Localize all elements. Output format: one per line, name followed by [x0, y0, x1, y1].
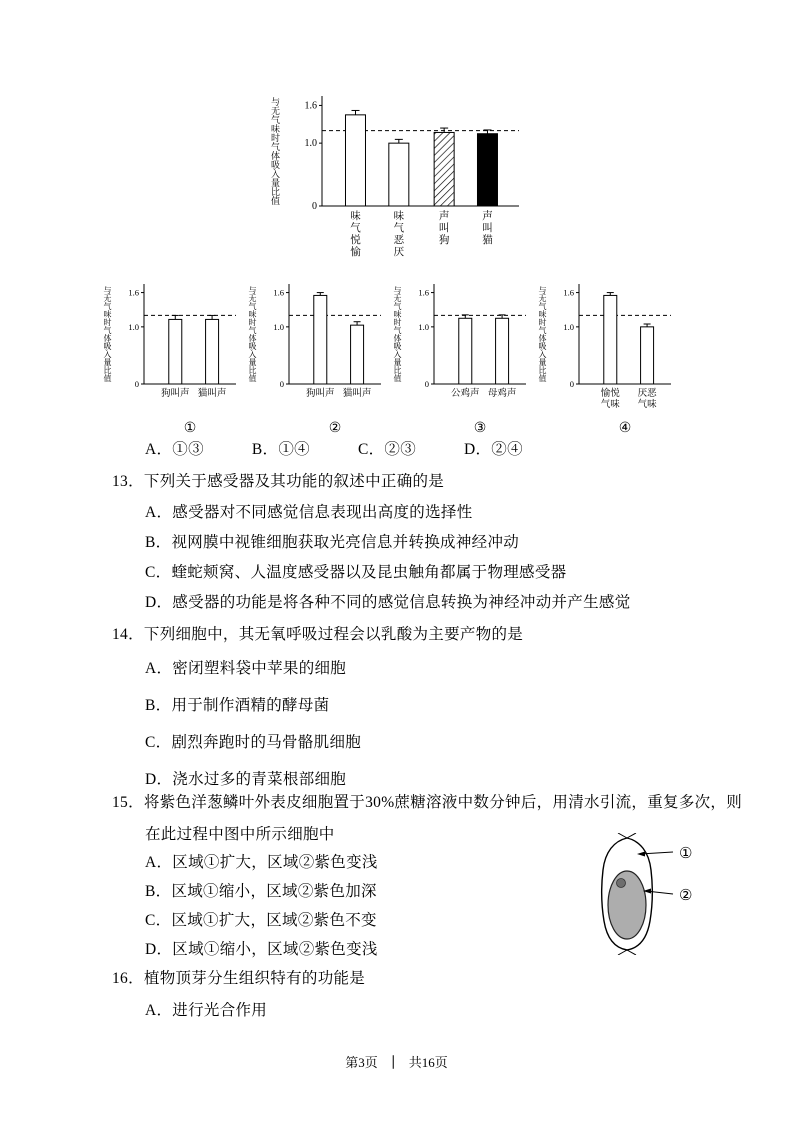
- sub-chart-1-plot: [114, 278, 244, 418]
- svg-text:狗: 狗: [438, 235, 450, 246]
- question-13-option-d: D．感受器的功能是将各种不同的感觉信息转换为神经冲动并产生感觉: [145, 594, 631, 611]
- svg-text:猫叫声: 猫叫声: [197, 389, 227, 399]
- svg-text:猫: 猫: [482, 235, 493, 246]
- diagram-label-1: ①: [679, 846, 693, 862]
- svg-text:0: 0: [134, 379, 139, 389]
- svg-text:1.0: 1.0: [563, 321, 574, 332]
- svg-text:味: 味: [393, 211, 405, 222]
- svg-text:愉: 愉: [350, 247, 361, 258]
- sub-chart-4-tag: ④: [618, 421, 632, 436]
- question-16-stem: 16．植物顶芽分生组织特有的功能是: [112, 970, 366, 987]
- svg-text:1.0: 1.0: [418, 321, 429, 332]
- question-15-option-d: D．区域①缩小，区域②紫色变浅: [145, 941, 378, 958]
- svg-text:狗叫声: 狗叫声: [161, 389, 190, 399]
- sub-chart-4-plot: [549, 278, 679, 418]
- svg-text:叫: 叫: [438, 223, 450, 234]
- sub-chart-2-tag: ②: [328, 421, 342, 436]
- diagram-label-2: ②: [679, 888, 693, 904]
- svg-text:声: 声: [438, 211, 450, 222]
- svg-text:气味: 气味: [600, 400, 620, 410]
- footer-page-number: 第3页: [345, 1055, 378, 1070]
- svg-text:1.0: 1.0: [273, 321, 284, 332]
- question-14-stem: 14．下列细胞中，其无氧呼吸过程会以乳酸为主要产物的是: [112, 626, 524, 643]
- question-13-option-b: B．视网膜中视锥细胞获取光亮信息并转换成神经冲动: [145, 534, 520, 551]
- answer-choice-d: D．②④: [464, 441, 523, 458]
- sub-chart-1: [101, 278, 244, 437]
- sub-chart-3: [391, 278, 534, 437]
- svg-text:叫: 叫: [482, 223, 493, 234]
- svg-text:气味: 气味: [637, 400, 657, 410]
- svg-text:厌: 厌: [393, 247, 405, 258]
- svg-text:声: 声: [482, 211, 493, 222]
- svg-text:0: 0: [424, 379, 429, 389]
- svg-text:1.6: 1.6: [304, 100, 317, 112]
- question-15-option-c: C．区域①扩大，区域②紫色不变: [145, 912, 377, 929]
- svg-text:愉悦: 愉悦: [600, 389, 620, 399]
- svg-text:公鸡声: 公鸡声: [451, 389, 480, 399]
- main-chart-y-axis-label: 与无气味时气体吸入量比值: [270, 97, 280, 205]
- footer-separator: ｜: [386, 1055, 400, 1070]
- svg-text:母鸡声: 母鸡声: [487, 389, 517, 399]
- question-15-option-b: B．区域①缩小，区域②紫色加深: [145, 883, 377, 900]
- svg-text:0: 0: [279, 379, 284, 389]
- answer-choice-c: C．②③: [357, 441, 416, 458]
- svg-text:悦: 悦: [350, 235, 361, 246]
- svg-text:味: 味: [350, 211, 361, 222]
- question-16-option-a: A．进行光合作用: [145, 1002, 268, 1019]
- svg-text:厌恶: 厌恶: [637, 389, 657, 399]
- svg-text:1.6: 1.6: [273, 287, 284, 298]
- question-15-stem-line-1: 15．将紫色洋葱鳞叶外表皮细胞置于30%蔗糖溶液中数分钟后，用清水引流，重复多次，则: [112, 794, 743, 811]
- svg-text:狗叫声: 狗叫声: [306, 389, 335, 399]
- sub-chart-2: [246, 278, 389, 437]
- question-14-option-d: D．浇水过多的青菜根部细胞: [145, 771, 347, 788]
- footer-total-pages: 共16页: [408, 1055, 448, 1070]
- answer-choices-row: [145, 437, 523, 459]
- plant-cell-diagram: [595, 833, 675, 955]
- svg-text:1.6: 1.6: [563, 287, 574, 298]
- question-15-stem-line-2: 在此过程中图中所示细胞中: [145, 826, 335, 843]
- svg-text:1.6: 1.6: [418, 287, 429, 298]
- main-chart: [268, 88, 527, 268]
- question-14-option-b: B．用于制作酒精的酵母菌: [145, 697, 330, 714]
- question-13-stem: 13．下列关于感受器及其功能的叙述中正确的是: [112, 473, 445, 490]
- svg-text:猫叫声: 猫叫声: [342, 389, 372, 399]
- page-footer: [0, 1052, 793, 1071]
- svg-text:0: 0: [569, 379, 574, 389]
- sub-chart-4-y-axis-label: 与无气味时气体吸入量比值: [538, 286, 547, 382]
- svg-text:恶: 恶: [393, 235, 405, 246]
- sub-chart-3-tag: ③: [473, 421, 487, 436]
- sub-chart-3-plot: [404, 278, 534, 418]
- answer-choice-a: A．①③: [145, 441, 204, 458]
- sub-chart-1-tag: ①: [183, 421, 197, 436]
- question-14-option-a: A．密闭塑料袋中苹果的细胞: [145, 660, 347, 677]
- svg-text:气: 气: [350, 223, 361, 234]
- svg-text:气: 气: [393, 223, 405, 234]
- sub-chart-2-plot: [259, 278, 389, 418]
- question-13-option-a: A．感受器对不同感觉信息表现出高度的选择性: [145, 504, 473, 521]
- sub-chart-1-y-axis-label: 与无气味时气体吸入量比值: [103, 286, 112, 382]
- svg-text:1.0: 1.0: [304, 138, 317, 150]
- answer-choice-b: B．①④: [251, 441, 310, 458]
- svg-text:1.0: 1.0: [128, 321, 139, 332]
- question-14-option-c: C．剧烈奔跑时的马骨骼肌细胞: [145, 734, 362, 751]
- sub-chart-3-y-axis-label: 与无气味时气体吸入量比值: [393, 286, 402, 382]
- svg-text:0: 0: [312, 201, 317, 212]
- svg-text:1.6: 1.6: [128, 287, 139, 298]
- sub-chart-2-y-axis-label: 与无气味时气体吸入量比值: [248, 286, 257, 382]
- question-13-option-c: C．蝰蛇颊窝、人温度感受器以及昆虫触角都属于物理感受器: [145, 564, 567, 581]
- sub-chart-4: [536, 278, 679, 437]
- question-15-option-a: A．区域①扩大，区域②紫色变浅: [145, 854, 378, 871]
- main-chart-plot: [282, 88, 527, 268]
